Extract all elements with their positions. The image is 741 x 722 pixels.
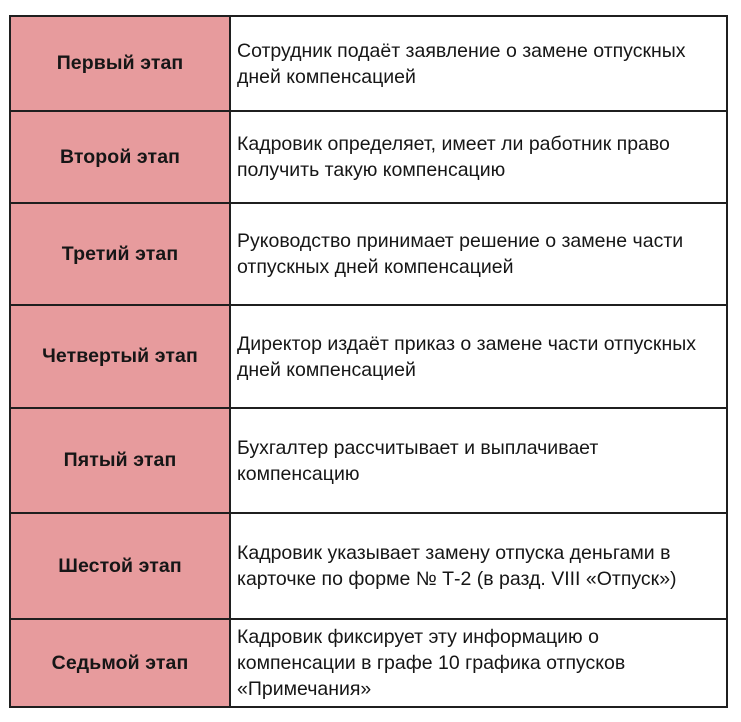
stage-description: Директор издаёт приказ о замене части отпускных дней компенсацией — [230, 305, 727, 408]
stage-name: Третий этап — [10, 203, 230, 305]
table-row — [10, 203, 727, 305]
stage-name: Шестой этап — [10, 513, 230, 619]
table-row — [10, 111, 727, 203]
stage-name: Первый этап — [10, 16, 230, 111]
stage-description: Кадровик указывает замену отпуска деньгами в карточке по форме № Т-2 (в разд. VIII «Отпуск») — [230, 513, 727, 619]
stage-name: Пятый этап — [10, 408, 230, 513]
stage-name: Второй этап — [10, 111, 230, 203]
stage-name: Четвертый этап — [10, 305, 230, 408]
stage-description: Кадровик определяет, имеет ли работник право получить такую компенсацию — [230, 111, 727, 203]
table-row — [10, 305, 727, 408]
table-row — [10, 619, 727, 707]
table-row — [10, 16, 727, 111]
table-row — [10, 513, 727, 619]
stages-table — [9, 15, 728, 708]
stage-name: Седьмой этап — [10, 619, 230, 707]
stage-description: Сотрудник подаёт заявление о замене отпускных дней компенсацией — [230, 16, 727, 111]
stage-description: Руководство принимает решение о замене части отпускных дней компенсацией — [230, 203, 727, 305]
stage-description: Бухгалтер рассчитывает и выплачивает компенсацию — [230, 408, 727, 513]
stage-description: Кадровик фиксирует эту информацию о компенсации в графе 10 графика отпусков «Примечания» — [230, 619, 727, 707]
table-row — [10, 408, 727, 513]
